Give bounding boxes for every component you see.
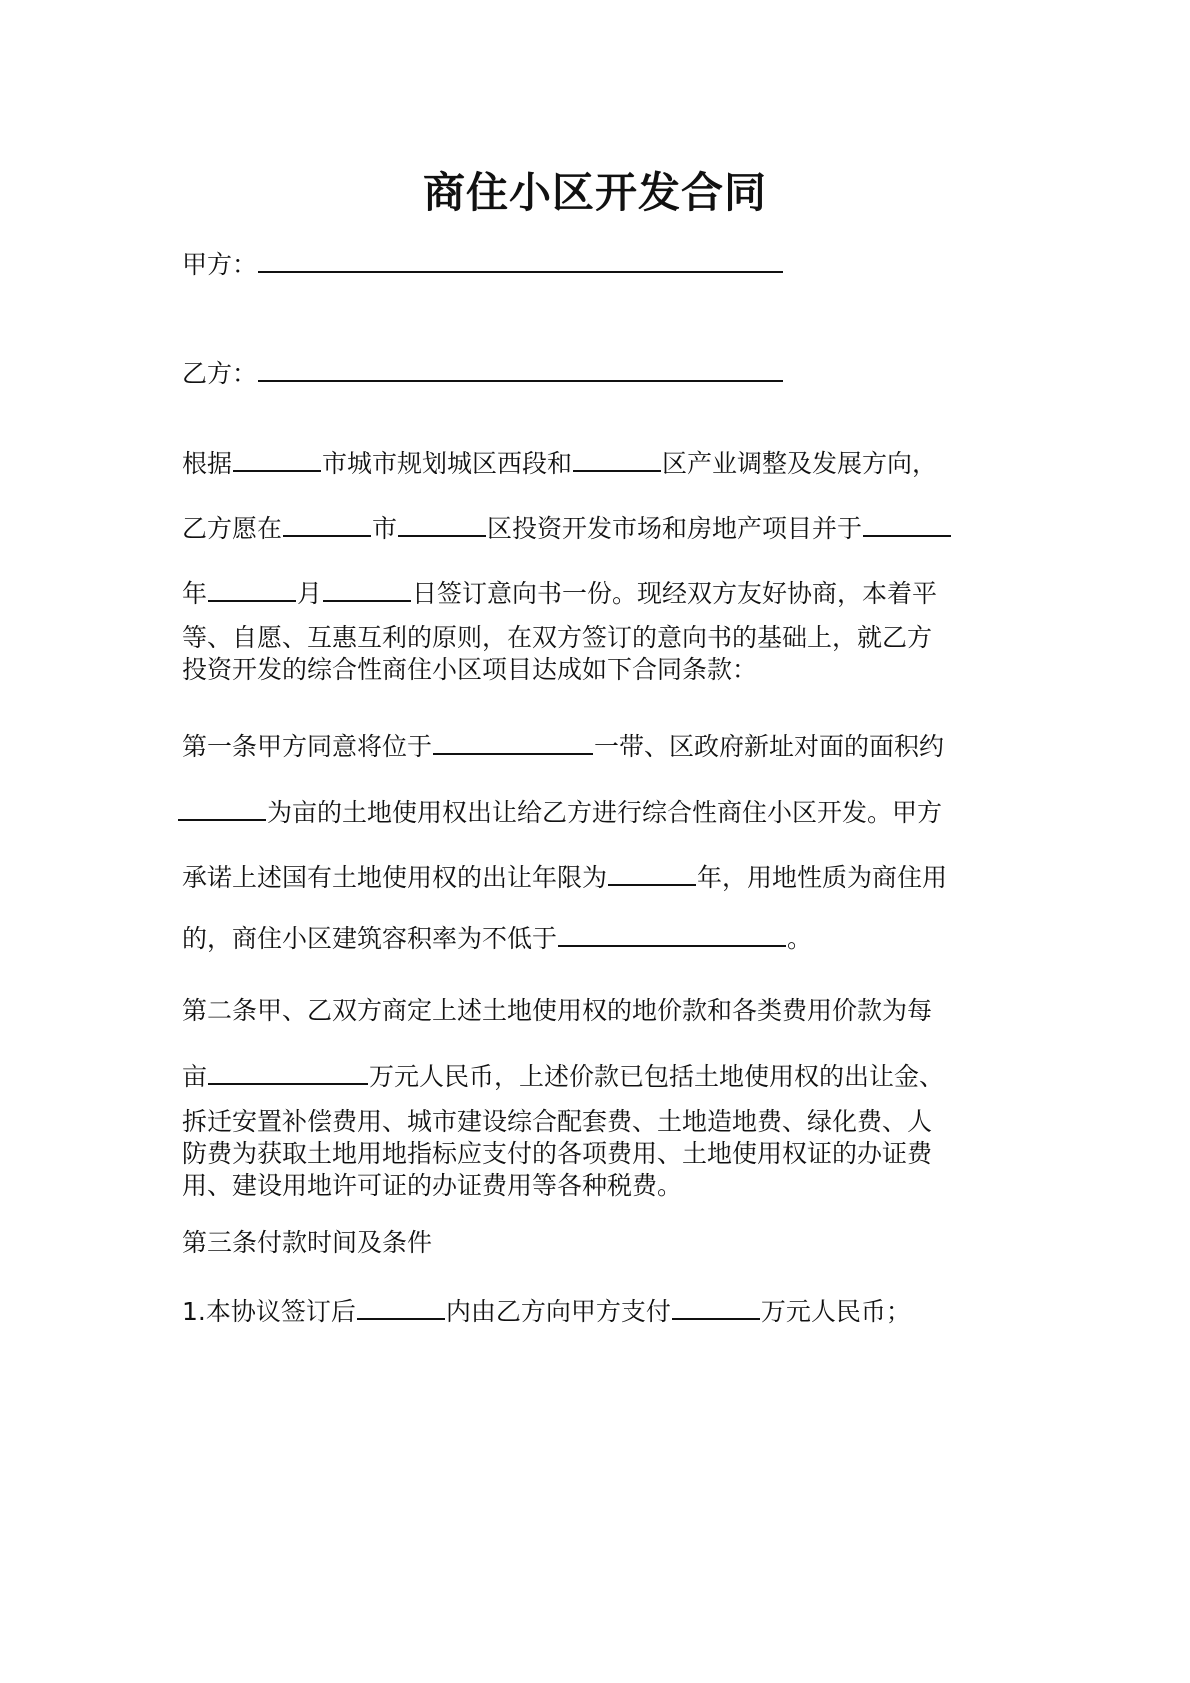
intro-text: 区投资开发市场和房地产项目并于 xyxy=(487,514,863,543)
intro-line-4: 等、自愿、互惠互利的原则，在双方签订的意向书的基础上，就乙方 xyxy=(182,623,933,652)
party-b-label: 乙方： xyxy=(182,359,258,388)
article2-line-3: 拆迁安置补偿费用、城市建设综合配套费、土地造地费、绿化费、人 xyxy=(182,1107,933,1136)
month-blank[interactable] xyxy=(208,574,296,602)
payment-amount-blank[interactable] xyxy=(672,1292,760,1320)
article2-line-4: 防费为获取土地用地指标应支付的各项费用、土地使用权证的办证费 xyxy=(182,1139,933,1168)
article2-text: 亩 xyxy=(182,1062,208,1091)
article3-item-1 xyxy=(182,1292,911,1328)
party-a-label: 甲方： xyxy=(182,250,258,279)
article1-text: 的，商住小区建筑容积率为不低于 xyxy=(182,924,558,953)
intro-text: 日签订意向书一份。现经双方友好协商，本着平 xyxy=(412,579,938,608)
article2-line-5: 用、建设用地许可证的办证费用等各种税费。 xyxy=(182,1171,683,1200)
article1-line-2 xyxy=(182,793,942,829)
article3-text: 内由乙方向甲方支付 xyxy=(445,1297,671,1326)
intro-text: 根据 xyxy=(182,449,233,478)
article2-text: 万元人民币，上述价款已包括土地使用权的出让金、 xyxy=(369,1062,945,1091)
day-blank[interactable] xyxy=(323,574,411,602)
area-blank[interactable] xyxy=(178,793,266,821)
city-blank[interactable] xyxy=(233,444,321,472)
article2-line-1: 第二条甲、乙双方商定上述土地使用权的地价款和各类费用价款为每 xyxy=(182,996,933,1025)
intro-line-1 xyxy=(182,444,937,480)
party-a-line xyxy=(182,245,784,281)
plot-ratio-blank[interactable] xyxy=(558,919,786,947)
intro-text: 年 xyxy=(182,579,208,608)
intro-text: 区产业调整及发展方向， xyxy=(662,449,938,478)
invest-district-blank[interactable] xyxy=(398,509,486,537)
intro-text: 乙方愿在 xyxy=(182,514,283,543)
article1-line-4 xyxy=(182,919,812,955)
intro-line-3 xyxy=(182,574,937,610)
term-years-blank[interactable] xyxy=(608,858,696,886)
article1-text: 第一条甲方同意将位于 xyxy=(182,732,433,761)
intro-text: 市 xyxy=(372,514,398,543)
document-title: 商住小区开发合同 xyxy=(422,168,767,217)
article1-line-1 xyxy=(182,727,944,763)
article3-text: 1.本协议签订后 xyxy=(182,1297,356,1326)
article1-text: 一带、区政府新址对面的面积约 xyxy=(594,732,945,761)
intro-line-2 xyxy=(182,509,952,545)
price-per-mu-blank[interactable] xyxy=(208,1057,368,1085)
party-b-blank[interactable] xyxy=(258,354,783,382)
party-b-line xyxy=(182,354,784,390)
year-blank[interactable] xyxy=(863,509,951,537)
location-blank[interactable] xyxy=(433,727,593,755)
intro-text: 月 xyxy=(297,579,323,608)
article1-text: 。 xyxy=(787,924,813,953)
intro-text: 市城市规划城区西段和 xyxy=(322,449,573,478)
article2-line-2 xyxy=(182,1057,944,1093)
article3-text: 万元人民币； xyxy=(760,1297,911,1326)
party-a-blank[interactable] xyxy=(258,245,783,273)
article1-text: 为亩的土地使用权出让给乙方进行综合性商住小区开发。甲方 xyxy=(267,798,943,827)
intro-line-5: 投资开发的综合性商住小区项目达成如下合同条款： xyxy=(182,655,758,684)
article3-heading: 第三条付款时间及条件 xyxy=(182,1228,433,1257)
district-blank[interactable] xyxy=(573,444,661,472)
payment-period-blank[interactable] xyxy=(357,1292,445,1320)
article1-text: 年，用地性质为商住用 xyxy=(697,863,948,892)
article1-line-3 xyxy=(182,858,947,894)
article1-text: 承诺上述国有土地使用权的出让年限为 xyxy=(182,863,608,892)
invest-city-blank[interactable] xyxy=(283,509,371,537)
